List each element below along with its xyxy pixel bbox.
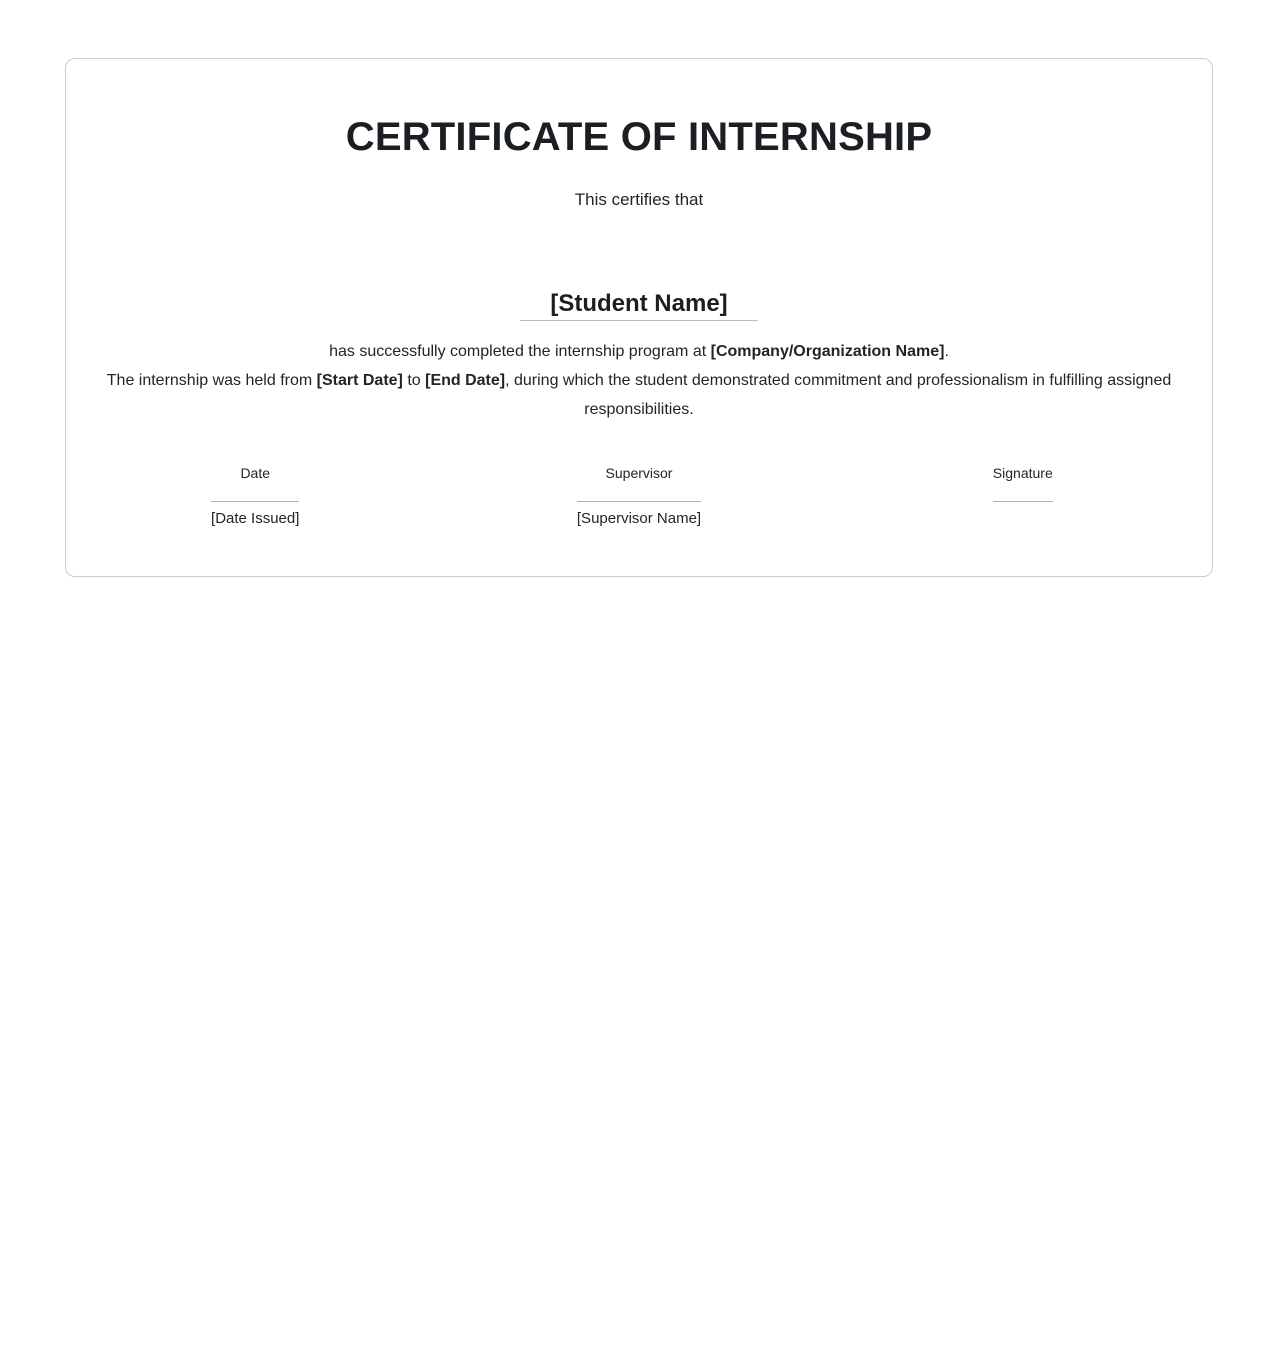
student-name-section <box>106 287 1172 321</box>
company-name: [Company/Organization Name] <box>710 343 945 360</box>
signature-line <box>993 501 1053 509</box>
certificate-card <box>65 58 1213 577</box>
certifies-text: This certifies that <box>574 190 704 209</box>
signature-label: Signature <box>992 465 1053 481</box>
signature-row <box>106 463 1172 529</box>
signature-block-supervisor <box>490 463 788 529</box>
body-text-segment: The internship was held from <box>106 372 317 389</box>
start-date: [Start Date] <box>316 372 403 389</box>
supervisor-name-value: [Supervisor Name] <box>577 501 701 529</box>
signature-block-signature <box>874 463 1172 529</box>
signature-block-date <box>106 463 404 529</box>
certificate-title: CERTIFICATE OF INTERNSHIP <box>345 115 933 159</box>
body-text-segment: . <box>944 343 949 360</box>
body-text-segment: has successfully completed the internship program at <box>329 343 711 360</box>
body-text-segment: to <box>402 372 426 389</box>
student-name: [Student Name] <box>520 287 757 321</box>
certificate-body <box>106 337 1172 424</box>
body-text-segment: , during which the student demonstrated commitment and professionalism in fulfilling assigned responsibilities. <box>505 372 1172 418</box>
date-label: Date <box>240 465 271 481</box>
date-issued-value: [Date Issued] <box>211 501 299 529</box>
end-date: [End Date] <box>425 372 506 389</box>
supervisor-label: Supervisor <box>605 465 673 481</box>
